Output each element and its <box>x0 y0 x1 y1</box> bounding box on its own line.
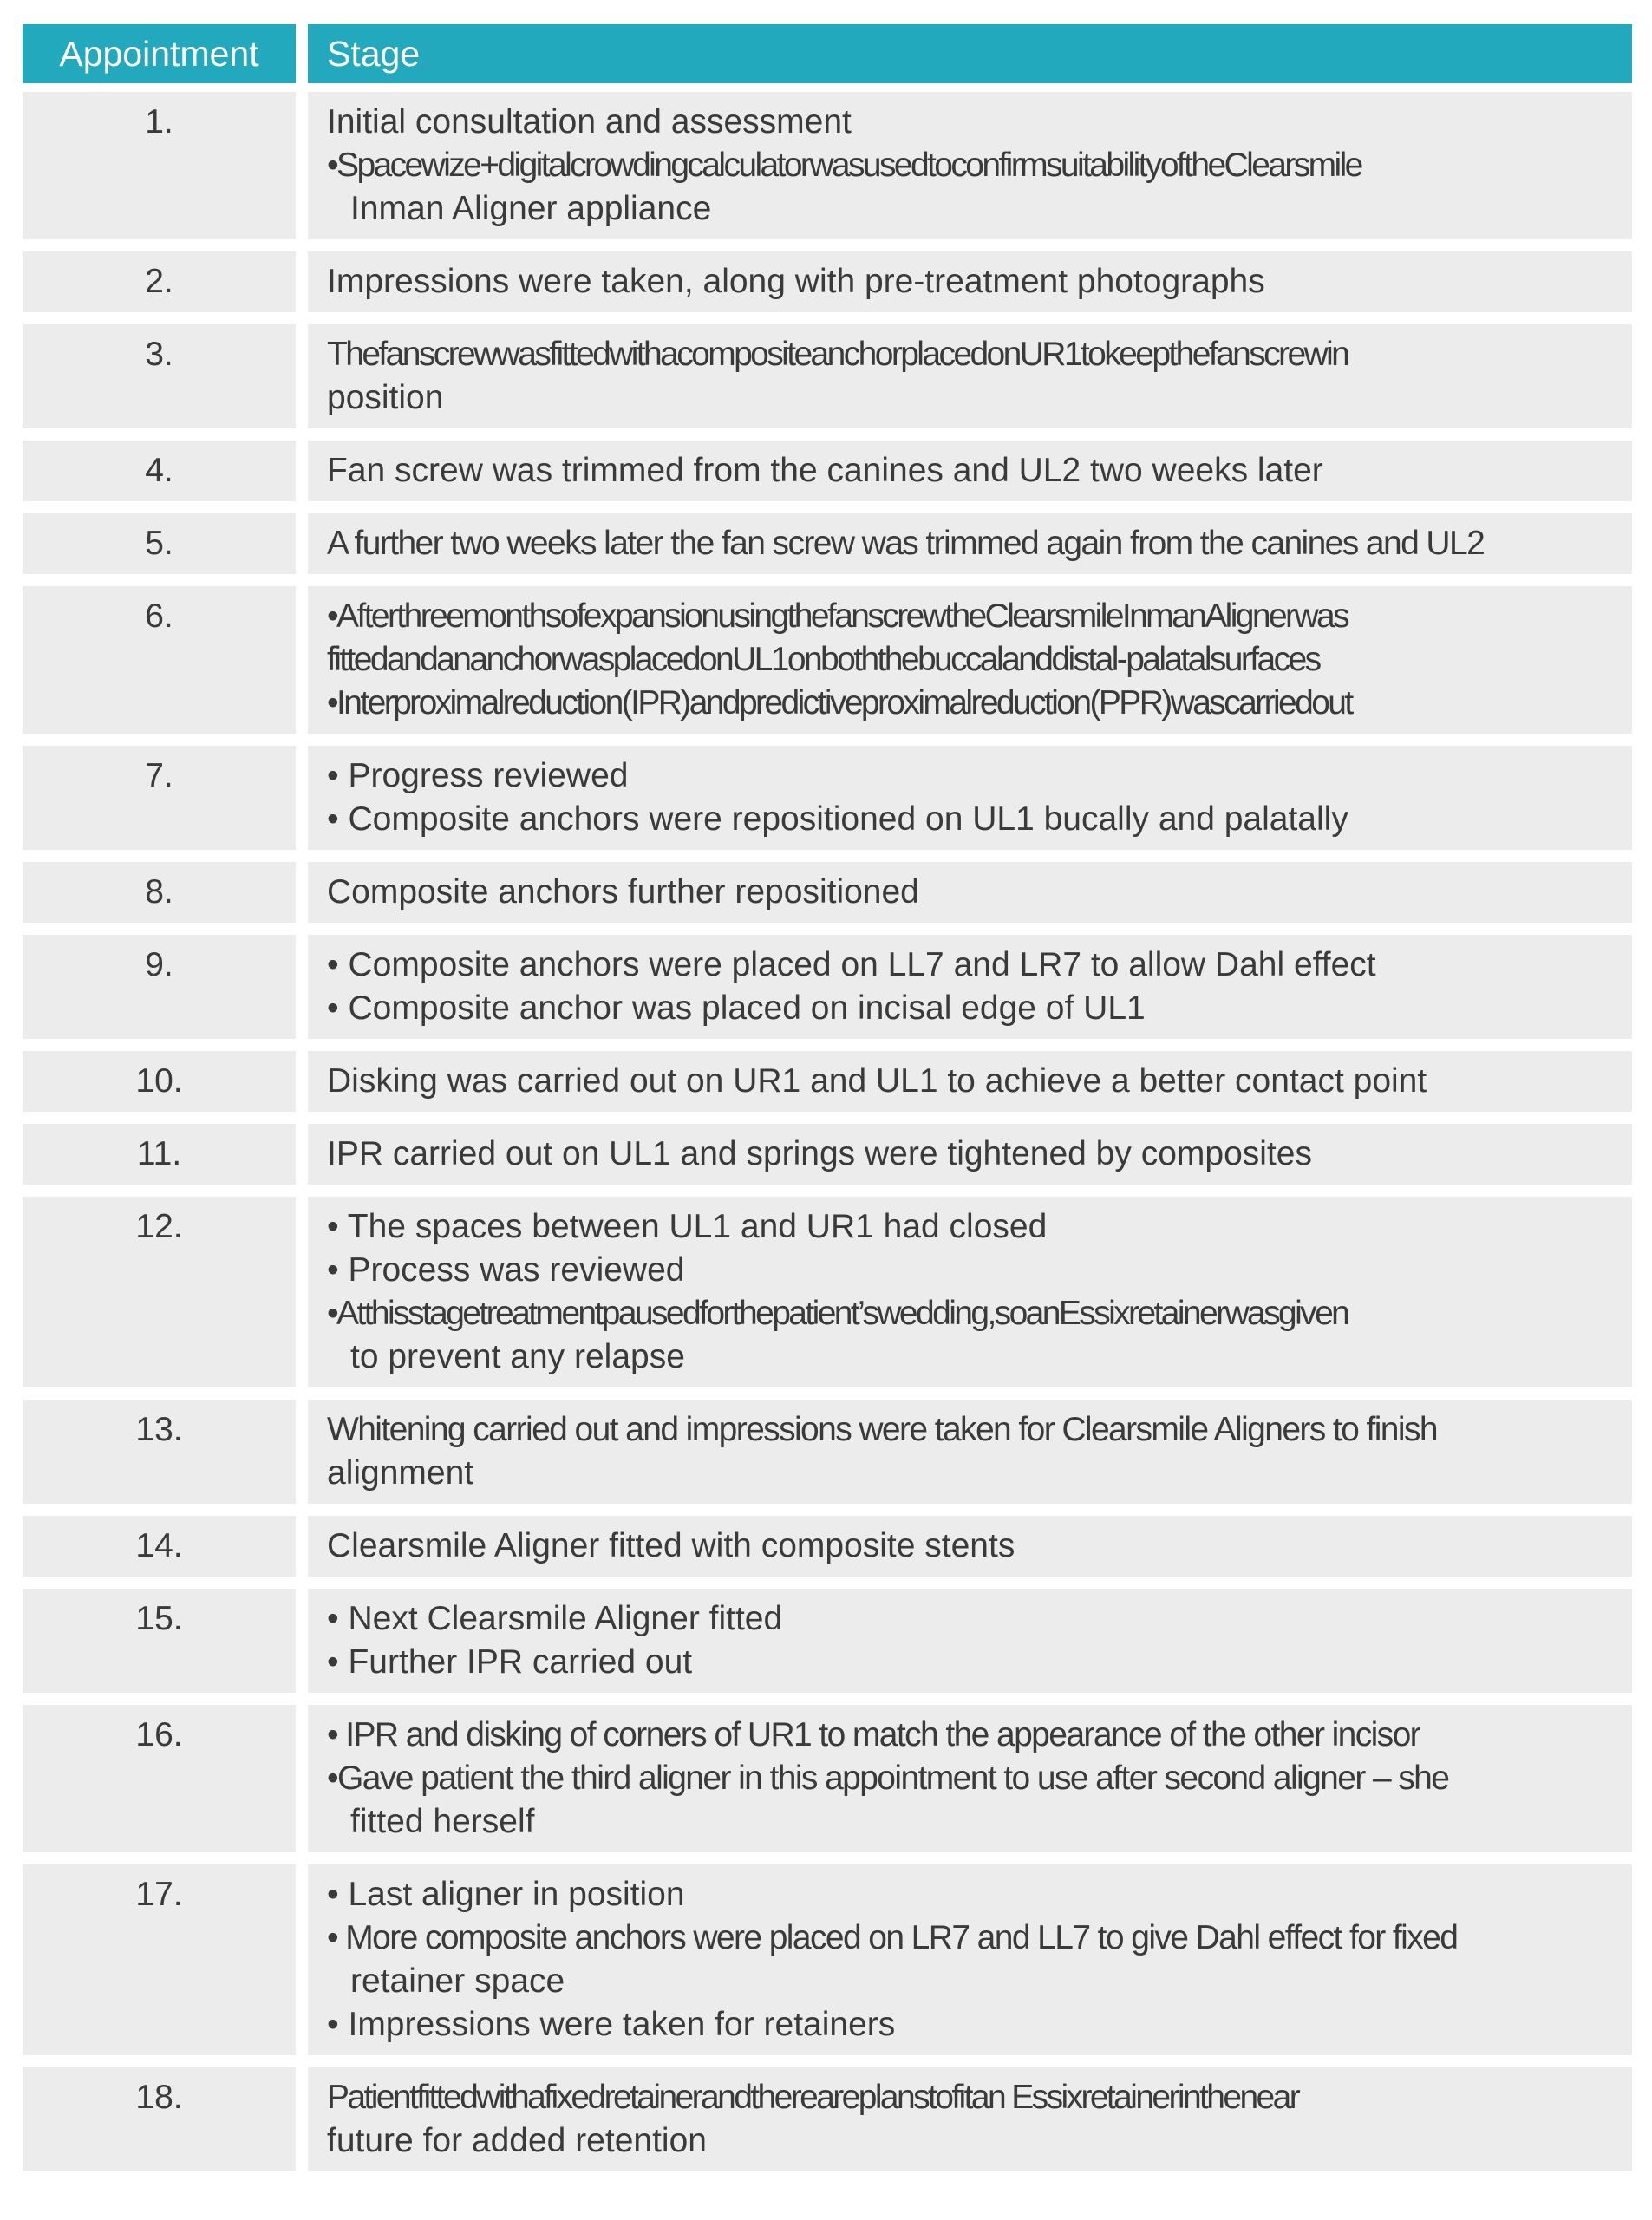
stage-line: Inman Aligner appliance <box>350 190 712 227</box>
stage-line: •Atthisstagetreatmentpausedforthepatient’swedding,soanEssixretainerwasgiven <box>327 1295 1348 1332</box>
stage-line: Patientfittedwithafixedretainerandthereareplanstofitan Essixretainerinthenear <box>327 2079 1299 2116</box>
stage-line: A further two weeks later the fan screw was trimmed again from the canines and UL2 <box>327 525 1485 562</box>
table-row <box>23 513 1632 574</box>
stage-description <box>308 92 1632 239</box>
header-stage: Stage <box>308 24 1632 83</box>
stage-line: Disking was carried out on UR1 and UL1 to achieve a better contact point <box>327 1062 1427 1100</box>
table-row <box>23 92 1632 239</box>
appointment-number: 11. <box>23 1124 296 1185</box>
stage-description <box>308 586 1632 734</box>
stage-description <box>308 862 1632 923</box>
stage-description <box>308 746 1632 850</box>
table-header <box>23 24 1632 83</box>
stage-description <box>308 1589 1632 1693</box>
appointments-table <box>23 24 1632 2184</box>
appointment-number: 15. <box>23 1589 296 1693</box>
appointment-number: 16. <box>23 1705 296 1852</box>
table-row <box>23 1705 1632 1852</box>
stage-line: • Progress reviewed <box>327 757 629 794</box>
stage-line: • Last aligner in position <box>327 1876 685 1913</box>
stage-description <box>308 513 1632 574</box>
appointment-number: 12. <box>23 1197 296 1388</box>
appointment-number: 5. <box>23 513 296 574</box>
table-row <box>23 1051 1632 1112</box>
table-row <box>23 1124 1632 1185</box>
stage-line: • IPR and disking of corners of UR1 to match the appearance of the other incisor <box>327 1716 1420 1753</box>
stage-line: Initial consultation and assessment <box>327 103 852 140</box>
table-row <box>23 1516 1632 1577</box>
stage-line: Whitening carried out and impressions were taken for Clearsmile Aligners to finish <box>327 1411 1437 1448</box>
stage-description <box>308 251 1632 312</box>
appointment-number: 4. <box>23 441 296 501</box>
stage-description <box>308 1400 1632 1504</box>
stage-line: • The spaces between UL1 and UR1 had closed <box>327 1208 1048 1245</box>
table-row <box>23 862 1632 923</box>
table-row <box>23 935 1632 1039</box>
stage-line: • Impressions were taken for retainers <box>327 2006 896 2043</box>
stage-line: Clearsmile Aligner fitted with composite stents <box>327 1527 1015 1564</box>
appointment-number: 3. <box>23 324 296 428</box>
stage-line: Fan screw was trimmed from the canines and UL2 two weeks later <box>327 452 1323 489</box>
stage-description <box>308 2067 1632 2171</box>
stage-line: • Composite anchor was placed on incisal edge of UL1 <box>327 989 1146 1027</box>
table-row <box>23 586 1632 734</box>
table-row <box>23 2067 1632 2171</box>
stage-line: • Composite anchors were repositioned on UL1 bucally and palatally <box>327 800 1348 838</box>
appointment-number: 17. <box>23 1864 296 2055</box>
stage-description <box>308 1197 1632 1388</box>
stage-line: to prevent any relapse <box>350 1338 685 1375</box>
appointment-number: 2. <box>23 251 296 312</box>
stage-line: • Next Clearsmile Aligner fitted <box>327 1600 783 1637</box>
stage-description <box>308 1051 1632 1112</box>
appointment-number: 13. <box>23 1400 296 1504</box>
stage-line: • Process was reviewed <box>327 1251 685 1289</box>
table-row <box>23 324 1632 428</box>
appointment-number: 18. <box>23 2067 296 2171</box>
appointment-number: 7. <box>23 746 296 850</box>
appointment-number: 6. <box>23 586 296 734</box>
stage-line: future for added retention <box>327 2122 707 2159</box>
table-row <box>23 746 1632 850</box>
stage-description <box>308 441 1632 501</box>
stage-description <box>308 1124 1632 1185</box>
stage-line: • Composite anchors were placed on LL7 and LR7 to allow Dahl effect <box>327 946 1376 983</box>
table-row <box>23 251 1632 312</box>
stage-line: Composite anchors further repositioned <box>327 873 919 911</box>
stage-line: Impressions were taken, along with pre-treatment photographs <box>327 263 1265 300</box>
header-appointment: Appointment <box>23 24 296 83</box>
table-row <box>23 1864 1632 2055</box>
stage-description <box>308 935 1632 1039</box>
stage-description <box>308 1864 1632 2055</box>
stage-description <box>308 324 1632 428</box>
table-row <box>23 1400 1632 1504</box>
stage-description <box>308 1705 1632 1852</box>
stage-line: • Further IPR carried out <box>327 1643 693 1681</box>
stage-line: •Gave patient the third aligner in this appointment to use after second aligner – she <box>327 1760 1449 1797</box>
stage-line: IPR carried out on UL1 and springs were tightened by composites <box>327 1135 1312 1172</box>
stage-line: retainer space <box>350 1962 565 2000</box>
stage-line: •Spacewize+digitalcrowdingcalculatorwasusedtoconfirmsuitabilityoftheClearsmile <box>327 147 1361 184</box>
table-row <box>23 441 1632 501</box>
table-row <box>23 1197 1632 1388</box>
stage-line: • More composite anchors were placed on LR7 and LL7 to give Dahl effect for fixed <box>327 1919 1458 1956</box>
appointment-number: 1. <box>23 92 296 239</box>
appointment-number: 8. <box>23 862 296 923</box>
stage-line: alignment <box>327 1454 474 1492</box>
stage-description <box>308 1516 1632 1577</box>
stage-line: ThefanscrewwasfittedwithacompositeanchorplacedonUR1tokeepthefanscrewin <box>327 336 1348 373</box>
appointment-number: 14. <box>23 1516 296 1577</box>
appointment-number: 9. <box>23 935 296 1039</box>
stage-line: position <box>327 379 444 416</box>
table-row <box>23 1589 1632 1693</box>
appointment-number: 10. <box>23 1051 296 1112</box>
stage-line: •Interproximalreduction(IPR)andpredictiveproximalreduction(PPR)wascarriedout <box>327 684 1352 722</box>
stage-line: fitted herself <box>350 1803 535 1840</box>
stage-line: •AfterthreemonthsofexpansionusingthefanscrewtheClearsmileInmanAlignerwas <box>327 597 1348 635</box>
stage-line: fittedandananchorwasplacedonUL1onboththebuccalanddistal-palatalsurfaces <box>327 641 1320 678</box>
